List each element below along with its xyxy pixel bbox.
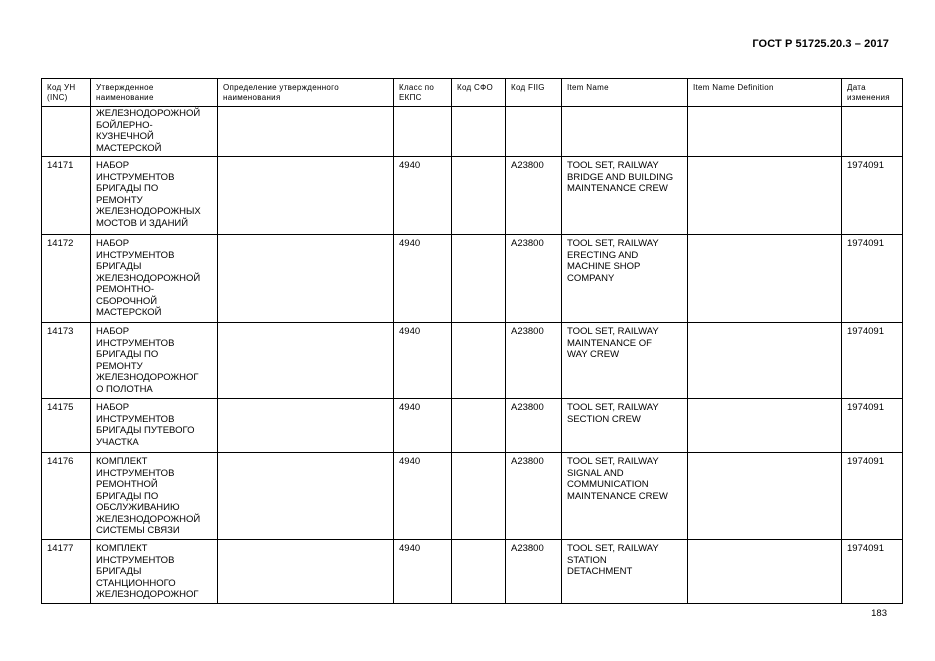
inc-cell	[42, 107, 91, 157]
ekps-cell: 4940	[394, 323, 452, 399]
definition-cell	[218, 107, 394, 157]
ekps-cell: 4940	[394, 399, 452, 453]
ekps-cell: 4940	[394, 235, 452, 323]
table-row	[42, 157, 903, 235]
item-name-cell: TOOL SET, RAILWAY STATION DETACHMENT	[562, 540, 688, 604]
approved-name-cell: НАБОР ИНСТРУМЕНТОВ БРИГАДЫ ЖЕЛЕЗНОДОРОЖНОЙ РЕМОНТНО- СБОРОЧНОЙ МАСТЕРСКОЙ	[91, 235, 218, 323]
col-date-header: Дата изменения	[842, 79, 903, 107]
definition-cell	[218, 157, 394, 235]
item-definition-cell	[688, 323, 842, 399]
sfo-cell	[452, 540, 506, 604]
col-ekps-header: Класс по ЕКПС	[394, 79, 452, 107]
fiig-cell: A23800	[506, 323, 562, 399]
item-definition-cell	[688, 399, 842, 453]
page-number: 183	[871, 608, 887, 619]
inc-cell: 14176	[42, 453, 91, 540]
date-cell: 1974091	[842, 399, 903, 453]
definition-cell	[218, 399, 394, 453]
item-definition-cell	[688, 157, 842, 235]
table-row	[42, 323, 903, 399]
col-fiig-header: Код FIIG	[506, 79, 562, 107]
inc-cell: 14173	[42, 323, 91, 399]
item-name-cell: TOOL SET, RAILWAY BRIDGE AND BUILDING MAINTENANCE CREW	[562, 157, 688, 235]
item-name-cell: TOOL SET, RAILWAY MAINTENANCE OF WAY CREW	[562, 323, 688, 399]
sfo-cell	[452, 323, 506, 399]
item-definition-cell	[688, 235, 842, 323]
approved-name-cell: НАБОР ИНСТРУМЕНТОВ БРИГАДЫ ПУТЕВОГО УЧАСТКА	[91, 399, 218, 453]
date-cell: 1974091	[842, 157, 903, 235]
inc-cell: 14172	[42, 235, 91, 323]
sfo-cell	[452, 453, 506, 540]
col-definition-header: Определение утвержденного наименования	[218, 79, 394, 107]
col-inc-header: Код УН (INC)	[42, 79, 91, 107]
standard-number: ГОСТ Р 51725.20.3 – 2017	[752, 38, 889, 50]
col-approved-name-header: Утвержденное наименование	[91, 79, 218, 107]
item-name-cell: TOOL SET, RAILWAY ERECTING AND MACHINE SHOP COMPANY	[562, 235, 688, 323]
table-header-row	[42, 79, 903, 107]
col-sfo-header: Код СФО	[452, 79, 506, 107]
table-row	[42, 235, 903, 323]
date-cell	[842, 107, 903, 157]
table-row	[42, 540, 903, 604]
date-cell: 1974091	[842, 540, 903, 604]
definition-cell	[218, 323, 394, 399]
approved-name-cell: НАБОР ИНСТРУМЕНТОВ БРИГАДЫ ПО РЕМОНТУ ЖЕЛЕЗНОДОРОЖНЫХ МОСТОВ И ЗДАНИЙ	[91, 157, 218, 235]
table-row	[42, 453, 903, 540]
approved-name-cell: ЖЕЛЕЗНОДОРОЖНОЙ БОЙЛЕРНО- КУЗНЕЧНОЙ МАСТЕРСКОЙ	[91, 107, 218, 157]
ekps-cell: 4940	[394, 453, 452, 540]
col-item-name-header: Item Name	[562, 79, 688, 107]
definition-cell	[218, 540, 394, 604]
date-cell: 1974091	[842, 453, 903, 540]
col-item-definition-header: Item Name Definition	[688, 79, 842, 107]
sfo-cell	[452, 157, 506, 235]
table-body	[42, 107, 903, 604]
ekps-cell: 4940	[394, 540, 452, 604]
inc-cell: 14177	[42, 540, 91, 604]
item-definition-cell	[688, 453, 842, 540]
approved-name-cell: КОМПЛЕКТ ИНСТРУМЕНТОВ РЕМОНТНОЙ БРИГАДЫ ПО ОБСЛУЖИВАНИЮ ЖЕЛЕЗНОДОРОЖНОЙ СИСТЕМЫ СВЯЗИ	[91, 453, 218, 540]
item-name-cell: TOOL SET, RAILWAY SIGNAL AND COMMUNICATION MAINTENANCE CREW	[562, 453, 688, 540]
fiig-cell: A23800	[506, 235, 562, 323]
sfo-cell	[452, 235, 506, 323]
date-cell: 1974091	[842, 235, 903, 323]
date-cell: 1974091	[842, 323, 903, 399]
item-names-table	[41, 78, 903, 604]
fiig-cell: A23800	[506, 157, 562, 235]
fiig-cell: A23800	[506, 399, 562, 453]
table-row	[42, 399, 903, 453]
item-definition-cell	[688, 107, 842, 157]
inc-cell: 14175	[42, 399, 91, 453]
approved-name-cell: КОМПЛЕКТ ИНСТРУМЕНТОВ БРИГАДЫ СТАНЦИОННОГО ЖЕЛЕЗНОДОРОЖНОГ	[91, 540, 218, 604]
ekps-cell	[394, 107, 452, 157]
fiig-cell	[506, 107, 562, 157]
sfo-cell	[452, 399, 506, 453]
inc-cell: 14171	[42, 157, 91, 235]
item-name-cell	[562, 107, 688, 157]
table-row	[42, 107, 903, 157]
definition-cell	[218, 453, 394, 540]
item-name-cell: TOOL SET, RAILWAY SECTION CREW	[562, 399, 688, 453]
fiig-cell: A23800	[506, 453, 562, 540]
definition-cell	[218, 235, 394, 323]
ekps-cell: 4940	[394, 157, 452, 235]
item-definition-cell	[688, 540, 842, 604]
approved-name-cell: НАБОР ИНСТРУМЕНТОВ БРИГАДЫ ПО РЕМОНТУ ЖЕЛЕЗНОДОРОЖНОГ О ПОЛОТНА	[91, 323, 218, 399]
sfo-cell	[452, 107, 506, 157]
fiig-cell: A23800	[506, 540, 562, 604]
